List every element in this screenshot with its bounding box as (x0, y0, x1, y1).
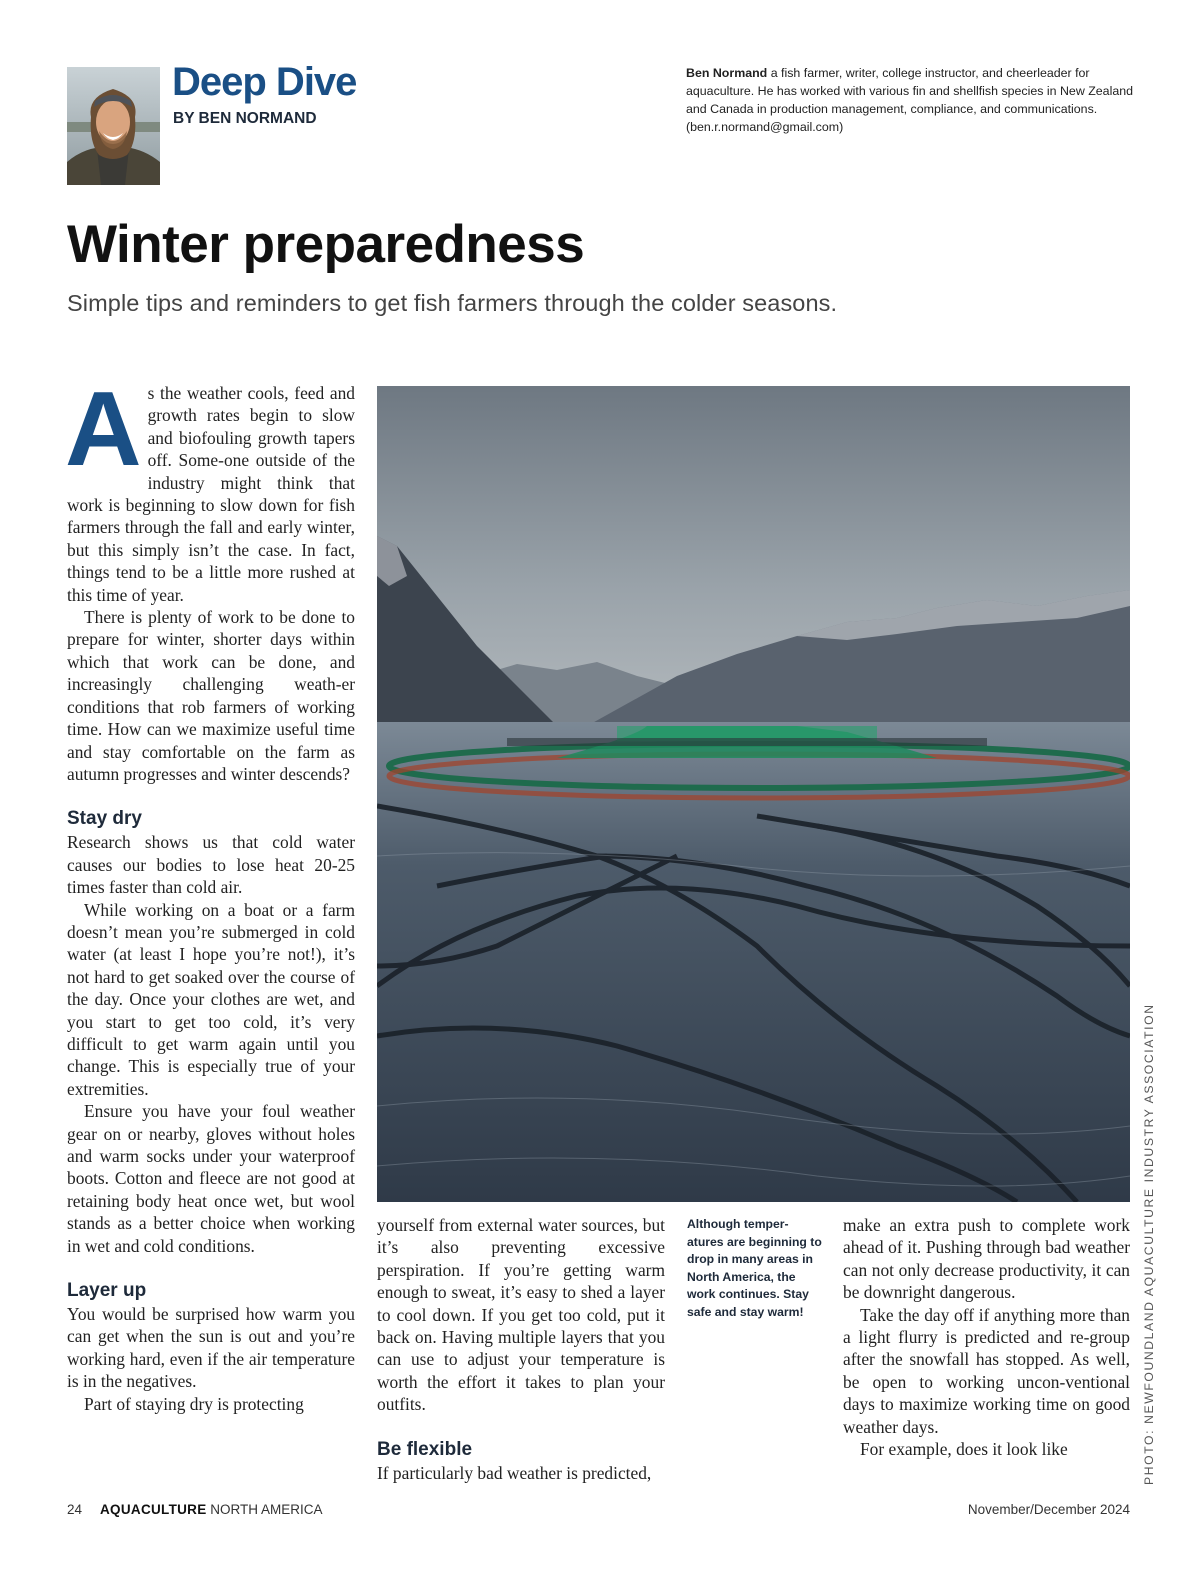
article-photo-fish-pen (377, 386, 1130, 1202)
headline: Winter preparedness (67, 215, 585, 274)
author-bio (686, 64, 1136, 136)
paragraph: For example, does it look like (860, 1439, 1068, 1460)
paragraph: Ensure you have your foul weather gear on or nearby, gloves without holes and warm socks under your waterproof boots. Cotton and fleece are not good at retaining body heat once wet, but wool stands as a better choice when working in wet and cold conditions. (67, 1101, 355, 1256)
paragraph: While working on a boat or a farm doesn’t mean you’re submerged in cold water (at least I hope you’re not!), it’s not hard to get soaked over the course of the day. Once your clothes are wet, and you start to get too cold, it’s very difficult to get warm again until you change. This is especially true of your extremities. (67, 899, 355, 1099)
paragraph: Part of staying dry is protecting (84, 1393, 304, 1414)
subhead-layer-up: Layer up (67, 1280, 147, 1302)
paragraph: Take the day off if anything more than a light flurry is predicted and re-group after the snowfall has stopped. As well, be open to working uncon-ventional days to maximize working time on good weather days. (843, 1304, 1130, 1437)
column-title: Deep Dive (172, 60, 357, 104)
page-number: 24 (67, 1502, 83, 1517)
magazine-name-bold: AQUACULTURE (100, 1502, 207, 1517)
text-column-2 (377, 1214, 665, 1484)
paragraph: If particularly bad weather is predicted, (377, 1462, 652, 1483)
paragraph-text: s the weather cools, feed and growth rates begin to slow and biofouling growth tapers off. Some-one outside of the industry might think that work is beginning to slow down for fish farmers through the fall and early winter, but this simply isn’t the case. In fact, things tend to be a little more rushed at this time of year. (67, 383, 355, 605)
photo-caption: Although temper-atures are beginning to drop in many areas in North America, the work continues. Stay safe and stay warm! (687, 1217, 822, 1319)
subhead-be-flexible: Be flexible (377, 1438, 473, 1460)
text-column-3 (843, 1214, 1130, 1460)
issue-date: November/December 2024 (967, 1502, 1130, 1517)
drop-cap: A (65, 370, 142, 488)
author-name: Ben Normand (686, 66, 768, 80)
paragraph: There is plenty of work to be done to prepare for winter, shorter days within which that work can be done, and increasingly challenging weath-er conditions that rob farmers of working time. How can we maximize useful time and stay comfortable on the farm as autumn progresses and winter descends? (67, 607, 355, 784)
magazine-name-rest: NORTH AMERICA (206, 1502, 323, 1517)
byline: BY BEN NORMAND (173, 110, 317, 127)
paragraph (65, 370, 355, 606)
paragraph: You would be surprised how warm you can get when the sun is out and you’re working hard, even if the air temperature is in the negatives. (67, 1304, 355, 1392)
photo-credit: PHOTO: NEWFOUNDLAND AQUACULTURE INDUSTRY ASSOCIATION (1142, 1003, 1156, 1485)
subhead-stay-dry: Stay dry (67, 808, 142, 830)
paragraph: make an extra push to complete work ahead of it. Pushing through bad weather can not only decrease productivity, it can be downright dangerous. (843, 1215, 1130, 1303)
text-column-1 (65, 370, 355, 1415)
paragraph: Research shows us that cold water causes our bodies to lose heat 20-25 times faster than cold air. (67, 832, 355, 898)
author-headshot (67, 67, 160, 185)
paragraph: yourself from external water sources, but it’s also preventing excessive perspiration. If you’re getting warm enough to sweat, it’s easy to shed a layer to cool down. If you get too cold, put it back on. Having multiple layers that you can use to adjust your temperature is worth the effort it takes to plan your outfits. (377, 1215, 665, 1415)
magazine-name (100, 1502, 323, 1517)
deck: Simple tips and reminders to get fish farmers through the colder seasons. (67, 290, 838, 316)
author-bio-text: a fish farmer, writer, college instructor, and cheerleader for aquaculture. He has worked with various fin and shellfish species in New Zealand and Canada in production management, compliance, and communications. (ben.r.normand@gmail.com) (686, 66, 1133, 134)
